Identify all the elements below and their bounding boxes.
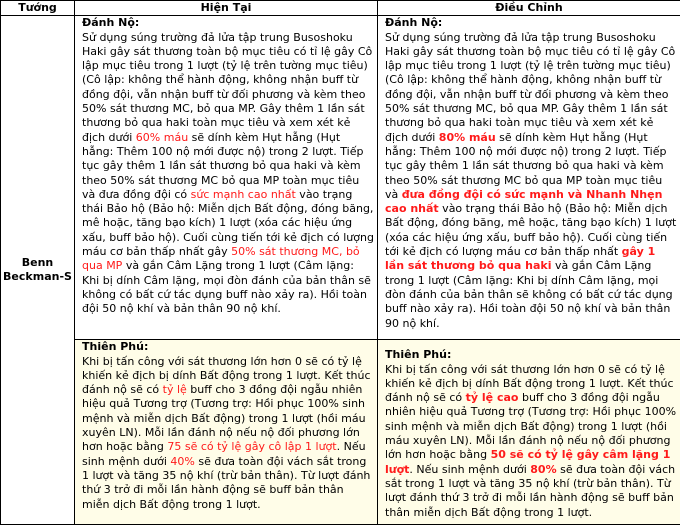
highlight-text: gây 1 lần sát thương bỏ qua haki	[385, 245, 655, 272]
talent-row	[1, 340, 680, 525]
highlight-text: sức mạnh cao nhất	[191, 188, 296, 201]
hero-name-line2: Beckman-S	[3, 270, 72, 283]
highlight-text: 80% máu	[439, 131, 496, 144]
text-run: buff cho 3 đồng đội ngẫu nhiên hiệu quả Tương trợ (Tương trợ: Hồi phục 100% sinh mệnh và miễn dịch Bất động) trong 1 lượt (hồi máu xuyên LN). Mỗi lần đánh nộ nếu nộ đối phương lớn hơn hoặc bằng	[82, 383, 366, 453]
highlight-text: 40%	[170, 455, 194, 468]
text-run: sẽ đưa toàn đội vách sắt trong 1 lượt và tăng 35 nộ khí (trừ bản thân). Từ lượt đánh thứ 3 trở đi mỗi lần hành động sẽ buff bản thân miễn dịch Bất động trong 1 lượt.	[82, 455, 370, 511]
highlight-text: tỷ lệ cao	[466, 391, 519, 404]
highlight-text: tỷ lệ	[163, 383, 187, 396]
highlight-text: 80%	[530, 463, 556, 476]
adjusted-rage-cell	[378, 16, 680, 340]
header-hero: Tướng	[1, 1, 75, 16]
current-rage-title: Đánh Nộ:	[82, 16, 374, 30]
text-run: Khi bị tấn công với sát thương lớn hơn 0 sẽ có tỷ lệ khiến kẻ địch bị dính Bất động trong 1 lượt. Kết thúc đánh nộ sẽ có	[385, 363, 674, 405]
highlight-text: 50% sát thương MC, bỏ qua MP	[82, 245, 360, 272]
text-run: Khi bị tấn công với sát thương lớn hơn 0 sẽ có tỷ lệ khiến kẻ địch bị dính Bất động trong 1 lượt. Kết thúc đánh nộ sẽ có	[82, 355, 371, 397]
current-talent-title: Thiên Phú:	[82, 340, 374, 354]
rage-row	[1, 16, 680, 340]
text-run: và gắn Câm Lặng trong 1 lượt (Câm lặng: Khi bị dính Câm lặng, mọi đòn đánh của bản thân sẽ không có bất cứ tác dụng buff nào xảy ra). Hồi toàn đội 50 nộ khí và bản thân 90 nộ khí.	[82, 259, 371, 315]
text-run: . Nếu sinh mệnh dưới	[82, 440, 366, 467]
hero-name	[1, 16, 75, 525]
text-run: Sử dụng súng trường đả lửa tập trung Busoshoku Haki gây sát thương toàn bộ mục tiêu có tỉ lệ gây Cô lập mục tiêu trong 1 lượt (tỷ lệ trên tường mục tiêu) (Cô lập: không thể hành động, không nhận buff từ đồng đội, vẫn nhận buff từ đối phương và kèm theo 50% sát thương MC, bỏ qua MP. Gây thêm 1 lần sát thương bỏ qua haki toàn mục tiêu và xem xét kẻ địch dưới	[385, 31, 675, 144]
highlight-text: 60% máu	[136, 131, 188, 144]
text-run: sẽ dính kèm Hụt hẫng (Hụt hẫng: Thêm 100 nộ mới được nộ) trong 2 lượt. Tiếp tục gây thêm 1 lần sát thương bỏ qua haki và kèm theo 50% sát thương MC bỏ qua MP toàn mục tiêu và	[385, 131, 666, 201]
header-row	[1, 1, 680, 16]
text-run: buff cho 3 đồng đội ngẫu nhiên hiệu quả Tương trợ (Tương trợ: Hồi phục 100% sinh mệnh và miễn dịch Bất động) trong 1 lượt (hồi máu xuyên LN). Mỗi lần đánh nộ nếu nộ đối phương lớn hơn hoặc bằng	[385, 391, 676, 461]
text-run: Sử dụng súng trường đả lửa tập trung Busoshoku Haki gây sát thương toàn bộ mục tiêu có tỉ lệ gây Cô lập mục tiêu trong 1 lượt (tỷ lệ trên tường mục tiêu) (Cô lập: không thể hành động, không nhận buff từ đồng đội, vẫn nhận buff từ đối phương và kèm theo 50% sát thương MC, bỏ qua MP. Gây thêm 1 lần sát thương bỏ qua haki toàn mục tiêu và xem xét kẻ địch dưới	[82, 31, 372, 144]
hero-name-line1: Benn	[22, 256, 54, 269]
adjusted-talent-cell	[378, 340, 680, 525]
header-adjusted: Điều Chỉnh	[378, 1, 680, 16]
current-rage-text	[82, 31, 374, 317]
highlight-text: 50 sẽ có tỷ lệ gây câm lặng 1 lượt	[385, 448, 670, 475]
adjusted-talent-text	[385, 363, 677, 520]
current-talent-cell	[75, 340, 378, 525]
adjusted-rage-text	[385, 31, 677, 331]
text-run: vào trạng thái Bảo hộ (Bảo hộ: Miễn dịch Bất động, đóng băng, mê hoặc, tăng bạo kích) 1 lượt (xóa các hiệu ứng xấu, buff bảo hộ). Cuối cùng tiến tới kẻ địch có lượng máu cơ bản thấp nhất gây	[82, 188, 374, 258]
adjusted-talent-title: Thiên Phú:	[385, 348, 677, 362]
text-run: và gắn Câm Lặng trong 1 lượt (Câm lặng: Khi bị dính Câm lặng, mọi đòn đánh của bản thân sẽ không có bất cứ tác dụng buff nào xảy ra). Hồi toàn đội 50 nộ khí và bản thân 90 nộ khí.	[385, 259, 673, 329]
adjusted-rage-title: Đánh Nộ:	[385, 16, 677, 30]
text-run: sẽ dính kèm Hụt hẫng (Hụt hẫng: Thêm 100 nộ mới được nộ) trong 2 lượt. Tiếp tục gây thêm 1 lần sát thương bỏ qua haki và kèm theo 50% sát thương MC bỏ qua MP toàn mục tiêu và đưa đồng đội có	[82, 131, 363, 201]
current-talent-text	[82, 355, 374, 512]
text-run: vào trạng thái Bảo hộ (Bảo hộ: Miễn dịch Bất động, đóng băng, mê hoặc, tăng bạo kích) 1 lượt (xóa các hiệu ứng xấu, buff bảo hộ). Cuối cùng tiến tới kẻ địch có lượng máu cơ bản thấp nhất	[385, 202, 676, 258]
current-rage-cell	[75, 16, 378, 340]
text-run: . Nếu sinh mệnh dưới	[409, 463, 530, 476]
highlight-text: 75 sẽ có tỷ lệ gây cô lập 1 lượt	[167, 440, 336, 453]
highlight-text: đưa đồng đội có sức mạnh và Nhanh Nhẹn cao nhất	[385, 188, 662, 215]
text-run: sẽ đưa toàn đội vách sắt trong 1 lượt và tăng 35 nộ khí (trừ bản thân). Từ lượt đánh thứ 3 trở đi mỗi lần hành động sẽ buff bản thân miễn dịch Bất động trong 1 lượt.	[385, 463, 675, 519]
header-current: Hiện Tại	[75, 1, 378, 16]
